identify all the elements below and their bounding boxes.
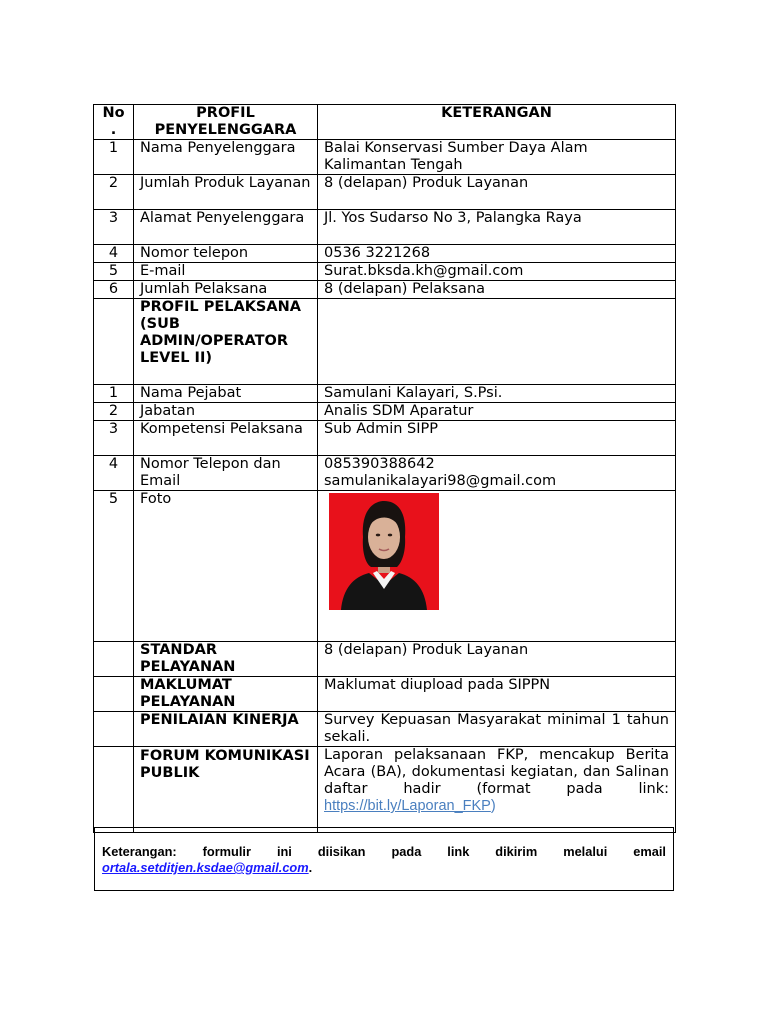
table-row: 3 Alamat Penyelenggara Jl. Yos Sudarso No 3, Palangka Raya	[94, 210, 676, 245]
header-keterangan: KETERANGAN	[318, 105, 676, 140]
pelaksana-section-row	[94, 299, 676, 385]
note-text	[102, 844, 666, 860]
table-row: 1 Nama Penyelenggara Balai Konservasi Sumber Daya Alam Kalimantan Tengah	[94, 140, 676, 175]
header-profil: PROFIL PENYELENGGARA	[134, 105, 318, 140]
note-word: ini	[276, 844, 292, 859]
table-row: 4 Nomor Telepon dan Email 085390388642 samulanikalayari98@gmail.com	[94, 456, 676, 491]
profile-form-table	[93, 104, 676, 833]
table-row: 5 E-mail Surat.bksda.kh@gmail.com	[94, 263, 676, 281]
note-word: melalui	[563, 844, 608, 859]
note-word: Keterangan:	[102, 844, 177, 859]
pelaksana-header: PROFIL PELAKSANA (SUB ADMIN/OPERATOR LEVEL II)	[134, 299, 318, 385]
note-word: diisikan	[317, 844, 366, 859]
table-row: 4 Nomor telepon 0536 3221268	[94, 245, 676, 263]
keterangan-note: Keterangan: formulir ini diisikan pada link dikirim melalui email ortala.setditjen.ksdae@gmail.com.	[94, 827, 674, 891]
note-word: formulir	[202, 844, 251, 859]
table-row: STANDAR PELAYANAN 8 (delapan) Produk Layanan	[94, 642, 676, 677]
table-row: 2 Jumlah Produk Layanan 8 (delapan) Produk Layanan	[94, 175, 676, 210]
note-word: dikirim	[495, 844, 538, 859]
section-standar: STANDAR PELAYANAN	[134, 642, 318, 677]
table-row: 1 Nama Pejabat Samulani Kalayari, S.Psi.	[94, 385, 676, 403]
table-row: 6 Jumlah Pelaksana 8 (delapan) Pelaksana	[94, 281, 676, 299]
note-word: link	[447, 844, 470, 859]
table-row: PENILAIAN KINERJA Survey Kepuasan Masyarakat minimal 1 tahun sekali.	[94, 712, 676, 747]
fkp-link[interactable]: https://bit.ly/Laporan_FKP	[324, 798, 491, 814]
table-row: 5 Foto	[94, 491, 676, 642]
profile-photo	[329, 493, 439, 610]
pelaksana-email: samulanikalayari98@gmail.com	[324, 473, 557, 489]
table-row: 3 Kompetensi Pelaksana Sub Admin SIPP	[94, 421, 676, 456]
pelaksana-phone: 085390388642	[324, 456, 435, 472]
header-no: No .	[94, 105, 134, 140]
note-word: email	[633, 844, 666, 859]
section-maklumat: MAKLUMAT PELAYANAN	[134, 677, 318, 712]
table-row: MAKLUMAT PELAYANAN Maklumat diupload pada SIPPN	[94, 677, 676, 712]
note-word: pada	[391, 844, 422, 859]
table-row: 2 Jabatan Analis SDM Aparatur	[94, 403, 676, 421]
table-row: FORUM KOMUNIKASI PUBLIK Laporan pelaksanaan FKP, mencakup Berita Acara (BA), dokumentasi kegiatan, dan Salinan daftar hadir (format pada link: https://bit.ly/Laporan_FKP)	[94, 747, 676, 833]
section-forum: FORUM KOMUNIKASI PUBLIK	[134, 747, 318, 833]
section-penilaian: PENILAIAN KINERJA	[134, 712, 318, 747]
note-email[interactable]: ortala.setditjen.ksdae@gmail.com	[102, 860, 309, 875]
